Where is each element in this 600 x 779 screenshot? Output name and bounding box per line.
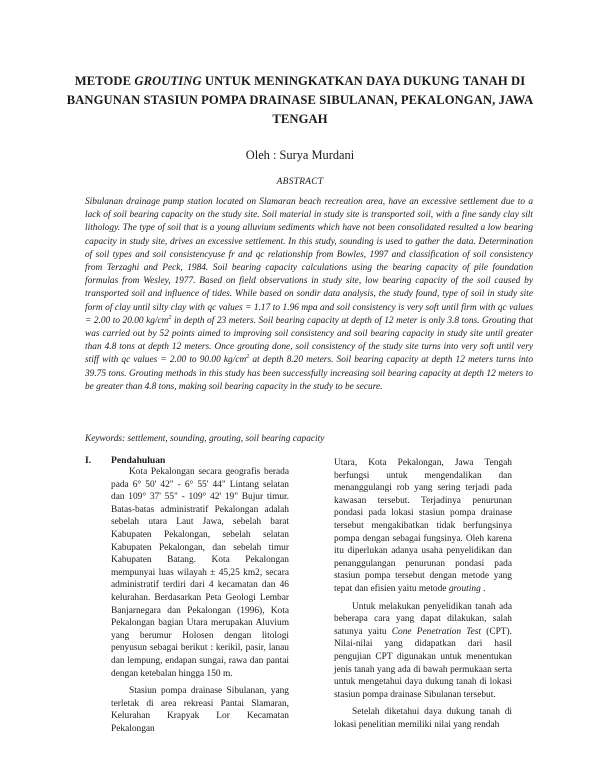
abstract-heading: ABSTRACT <box>276 177 324 187</box>
right-paragraph-2-text-b: (CPT). Nilai-nilai yang didapatkan dari hasil pengujian CPT digunakan untuk menentukan jenis tanah yang ada di bawah permukaan serta untuk mengetahui daya dukung tanah di lokasi stasiun pompa drainase Sibulanan tersebut. <box>334 626 512 700</box>
section-number: I. <box>85 455 92 466</box>
right-paragraph-1-text-a: Utara, Kota Pekalongan, Jawa Tengah berfungsi untuk mengendalikan dan menanggulangi rob yang sering terjadi pada kawasan tersebut. Terjadinya penurunan pondasi pada lokasi stasiun pompa drainase tersebut mengakibatkan tidak berfungsinya pompa dengan sebagai fungsinya. Oleh karena itu diperlukan adanya usaha penyelidikan dan penanggulangan penurunan pondasi pada stasiun pompa tersebut dengan metode yang tepat dan efisien yaitu metode <box>334 458 512 594</box>
right-paragraph-2 <box>334 601 512 702</box>
right-paragraph-1-text-b: . <box>480 583 486 594</box>
title-rest: UNTUK MENINGKATKAN DAYA DUKUNG TANAH DI BANGUNAN STASIUN POMPA DRAINASE SIBULANAN, PEKALONGAN, JAWA TENGAH <box>66 74 534 126</box>
right-column <box>334 457 512 731</box>
abstract-superscript-2: 2 <box>246 354 250 361</box>
right-paragraph-1 <box>334 457 512 596</box>
author-line: Oleh : Surya Murdani <box>245 148 355 162</box>
abstract-text <box>85 196 533 394</box>
title-prefix: METODE <box>74 74 135 88</box>
left-paragraph-2: Stasiun pompa drainase Sibulanan, yang terletak di area rekreasi Pantai Slamaran, Kelurahan Krapyak Lor Kecamatan Pekalongan <box>111 686 289 734</box>
right-paragraph-1-grouting: grouting <box>448 583 481 594</box>
right-paragraph-3: Setelah diketahui daya dukung tanah di lokasi penelitian memiliki nilai yang rendah <box>334 707 512 730</box>
section-heading <box>85 455 165 466</box>
abstract-part-2: in depth of 23 meters. Soil bearing capacity at depth of 12 meter is only 3.8 tons. Grouting that was carried out by 52 points aimed to improving soil consistency and soil bearing capacity in study site until greater than 4.8 tons at depth 12 meters. Once grouting done, soil consistency of the study site turns into very soft until very stiff with qc values = 2.00 to 90.00 kg/cm <box>85 315 533 366</box>
left-column <box>111 466 289 735</box>
abstract-part-3: at depth 8.20 meters. Soil bearing capacity at depth 12 meters turns into 39.75 tons. Grouting methods in this study has been successfully increasing soil bearing capacity at depth 12 meters to be greater than 4.8 tons, making soil bearing capacity in the study to be secure. <box>85 355 533 392</box>
right-paragraph-2-cpt: Cone Penetration Test <box>391 626 482 637</box>
right-paragraph-2-text-a: Untuk melakukan penyelidikan tanah ada beberapa cara yang dapat dilakukan, salah satunya yaitu <box>334 601 512 637</box>
keywords-line: Keywords: settlement, sounding, grouting, soil bearing capacity <box>85 434 325 444</box>
abstract-part-1: Sibulanan drainage pump station located on Slamaran beach recreation area, have an excessive settlement due to a lack of soil bearing capacity on the study site. Soil material in study site is transported soil, with a fine sandy clay silt lithology. The type of soil that is a young alluvium sediments which have not been consolidated resulted a low bearing capacity in study site, drives an excessive settlement. In this study, sounding is used to gather the data. Determination of soil types and soil consistencyuse fr and qc relationship from Bowles, 1997 and classification of soil consistency from Terzaghi and Peck, 1984. Soil bearing capacity calculations using the bearing capacity of pile foundation formulas from Wesley, 1977. Based on field observations in study site, low bearing capacity of the soil caused by transported soil and influence of tides. While based on sondir data analysis, the study found, type of soil in study site form of clay until silty clay with qc values = 1.17 to 1.96 mpa and soil consistency is very soft until firm with qc values = 2.00 to 20.00 kg/cm <box>85 197 533 326</box>
title-grouting: GROUTING <box>134 74 202 88</box>
section-title: Pendahuluan <box>111 455 166 466</box>
abstract-superscript-1: 2 <box>168 314 172 321</box>
left-paragraph-1: Kota Pekalongan secara geografis berada pada 6° 50' 42" - 6° 55' 44" Lintang selatan dan 109° 37' 55" - 109° 42' 19" Bujur timur. Batas-batas administratif Pekalongan adalah sebelah utara Laut Jawa, sebelah barat Kabupaten Pekalongan, sebelah selatan Kabupaten Pekalongan, dan sebelah timur Kabupaten Batang. Kota Pekalongan mempunyai luas wilayah ± 45,25 km2, secara administratif terdiri dari 4 kecamatan dan 46 kelurahan. Berdasarkan Peta Geologi Lembar Banjarnegara dan Pekalongan (1996), Kota Pekalongan bagian Utara merupakan Aluvium yang berumur Holosen dengan litologi penyusun sebagai berikut : kerikil, pasir, lanau dan lempung, endapan sungai, rawa dan pantai dengan ketebalan hingga 150 m. <box>111 467 289 679</box>
paper-title <box>60 72 540 129</box>
